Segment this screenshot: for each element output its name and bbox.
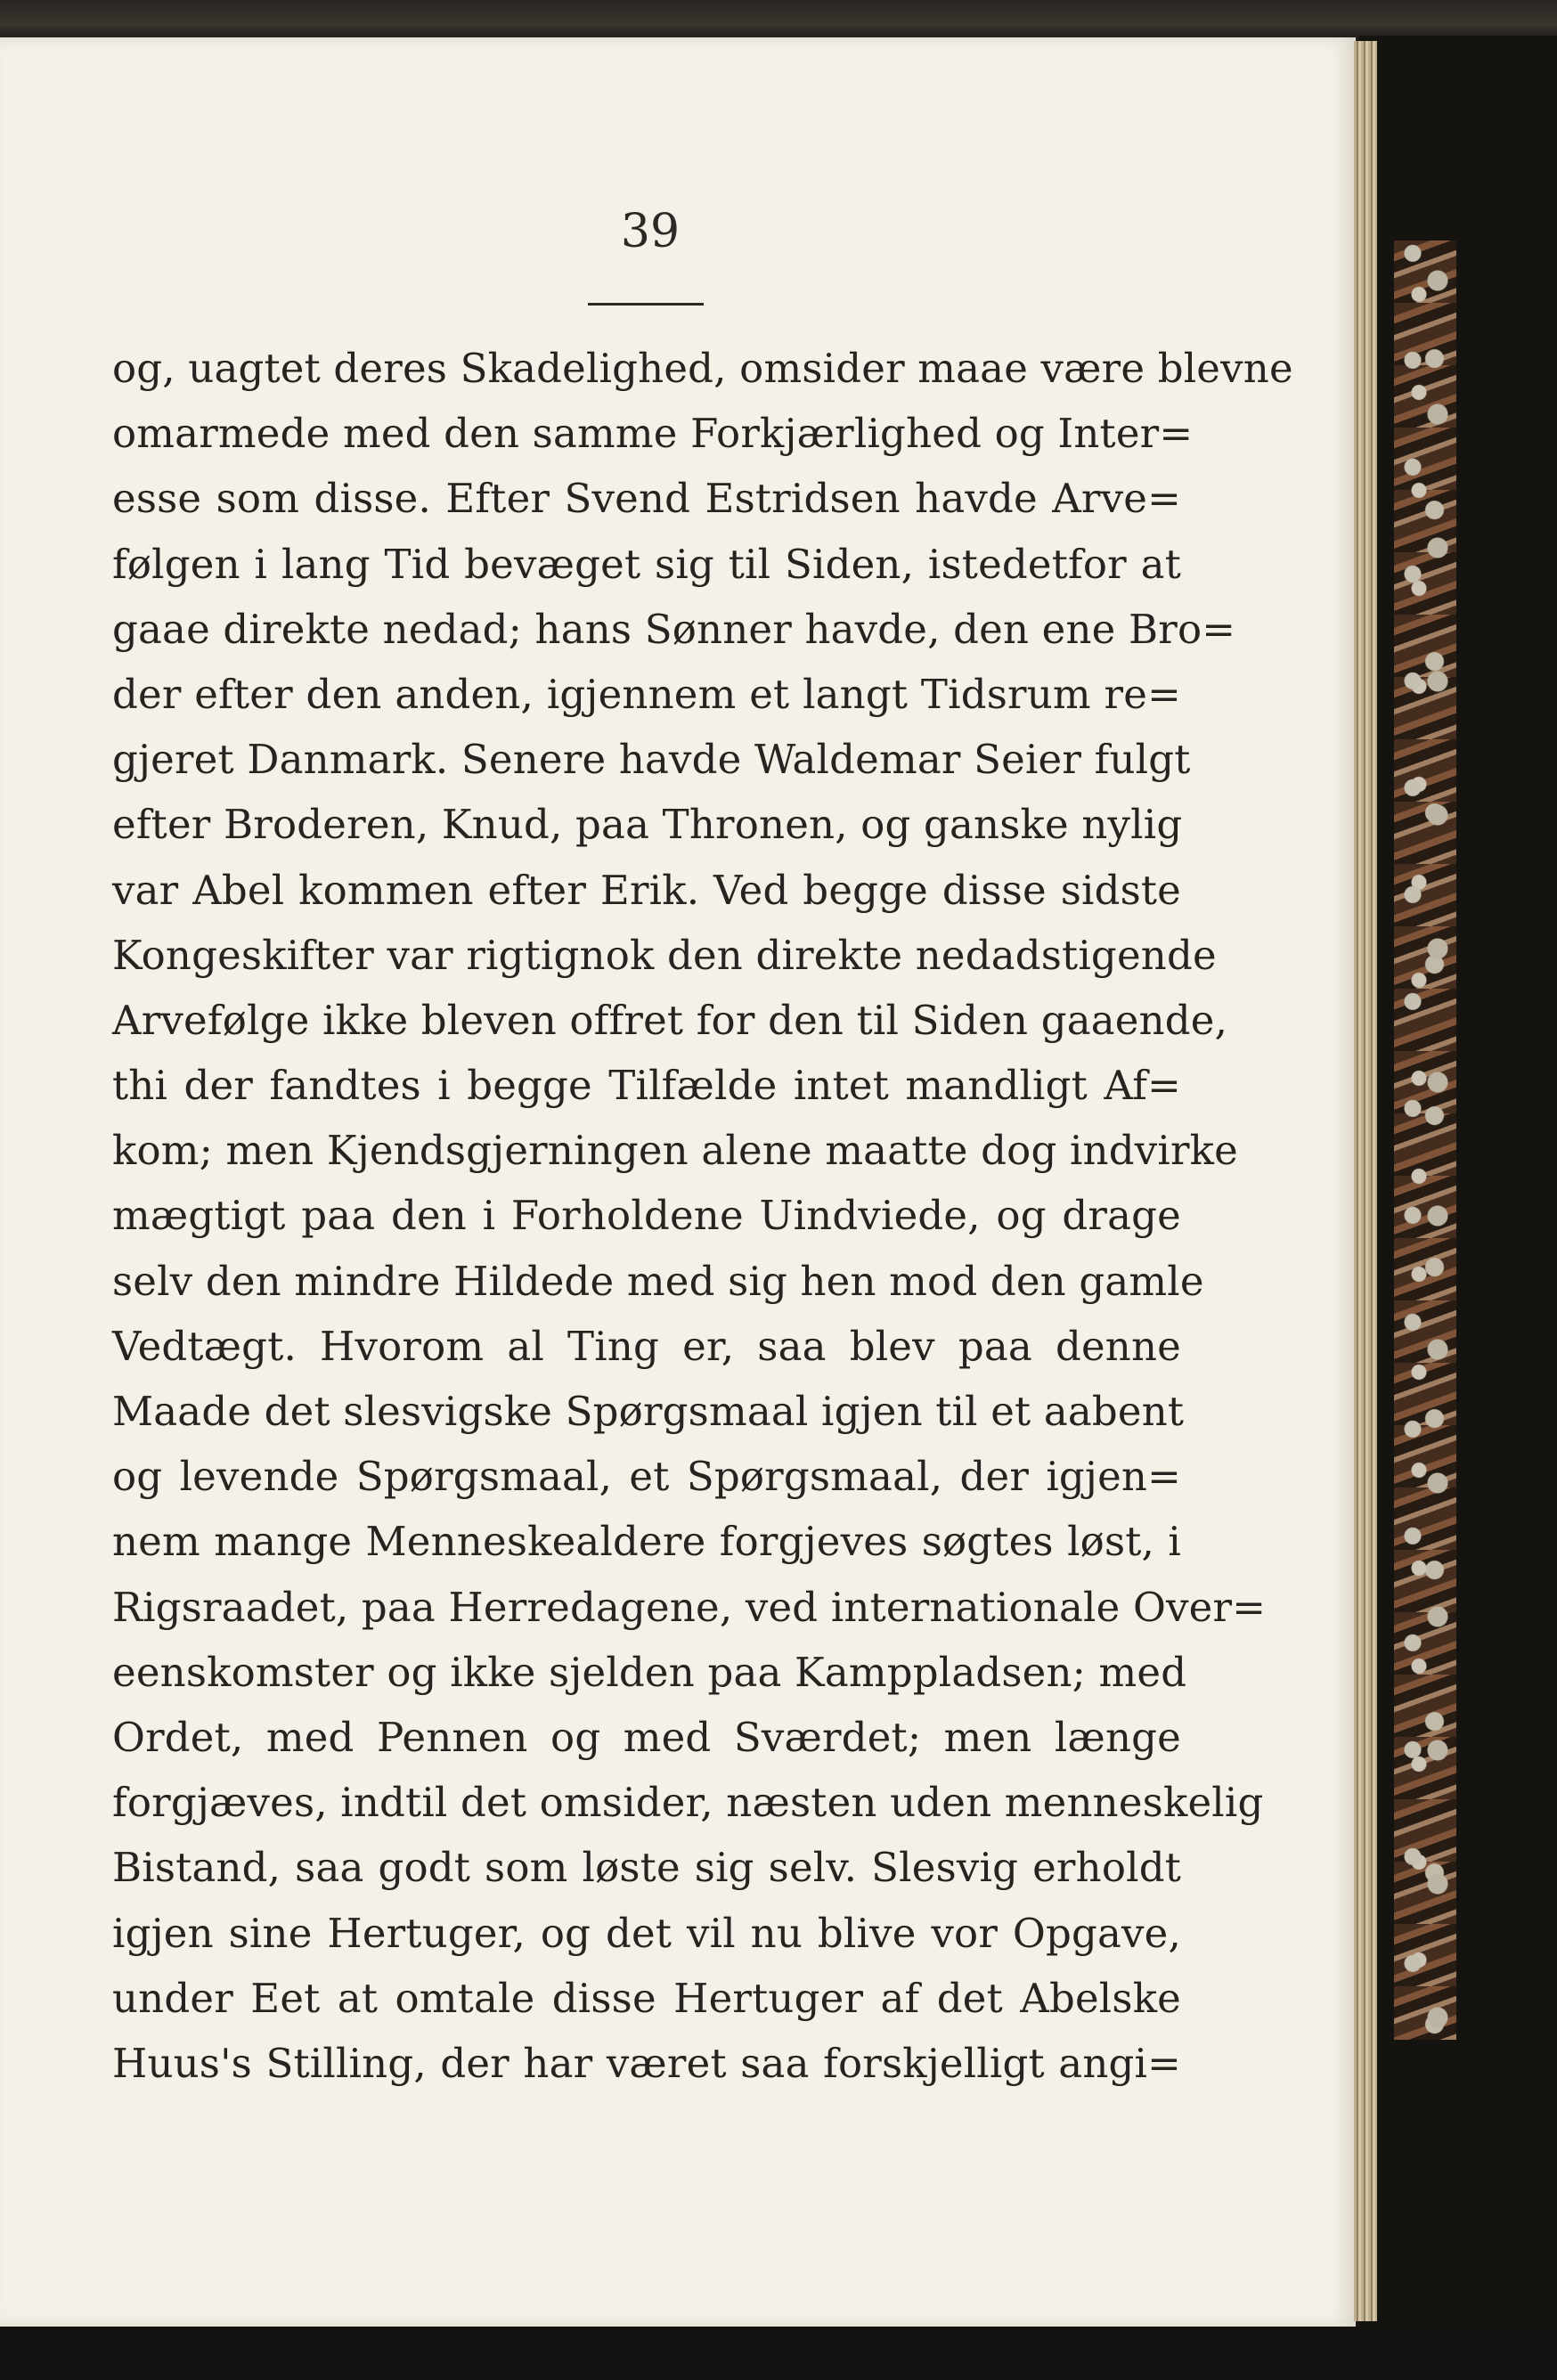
scan-top-border	[0, 0, 1557, 41]
page-block-edge	[1354, 41, 1377, 2321]
text-line: Ordet, med Pennen og med Sværdet; men længe	[112, 1713, 1181, 1761]
text-line: thi der fandtes i begge Tilfælde intet mandligt Af=	[112, 1062, 1181, 1110]
text-line: Vedtægt. Hvorom al Ting er, saa blev paa denne	[112, 1322, 1181, 1370]
text-line: efter Broderen, Knud, paa Thronen, og ganske nylig	[112, 801, 1183, 849]
text-line: gjeret Danmark. Senere havde Waldemar Seier fulgt	[112, 736, 1191, 784]
text-line: var Abel kommen efter Erik. Ved begge disse sidste	[112, 866, 1181, 914]
text-line: Bistand, saa godt som løste sig selv. Slesvig erholdt	[112, 1844, 1181, 1892]
page-number-rule	[588, 303, 704, 306]
text-line: Rigsraadet, paa Herredagene, ved internationale Over=	[112, 1583, 1267, 1631]
text-line: Maade det slesvigske Spørgsmaal igjen til et aabent	[112, 1388, 1185, 1435]
text-line: igjen sine Hertuger, og det vil nu blive vor Opgave,	[112, 1909, 1181, 1957]
text-line: mægtigt paa den i Forholdene Uindviede, og drage	[112, 1192, 1181, 1240]
text-line: kom; men Kjendsgjerningen alene maatte dog indvirke	[112, 1127, 1238, 1175]
scan-bottom-border	[0, 2327, 1557, 2380]
text-line: selv den mindre Hildede med sig hen mod den gamle	[112, 1257, 1204, 1305]
text-line: nem mange Menneskealdere forgjeves søgtes løst, i	[112, 1518, 1181, 1566]
text-line: eenskomster og ikke sjelden paa Kamppladsen; med	[112, 1648, 1187, 1696]
text-line: omarmede med den samme Forkjærlighed og Inter=	[112, 410, 1194, 458]
text-line: esse som disse. Efter Svend Estridsen havde Arve=	[112, 475, 1181, 523]
text-line: Kongeskifter var rigtignok den direkte nedadstigende	[112, 931, 1217, 979]
text-line: følgen i lang Tid bevæget sig til Siden, istedetfor at	[112, 540, 1181, 588]
book-page	[0, 37, 1356, 2327]
page-number: 39	[620, 205, 681, 258]
book-cover-edge	[1358, 36, 1557, 2380]
text-line: forgjæves, indtil det omsider, næsten uden menneskelig	[112, 1779, 1264, 1827]
text-line: og, uagtet deres Skadelighed, omsider maae være blevne	[112, 345, 1293, 392]
text-line: Arvefølge ikke bleven offret for den til Siden gaaende,	[112, 996, 1228, 1044]
text-line: gaae direkte nedad; hans Sønner havde, den ene Bro=	[112, 605, 1236, 653]
text-line: og levende Spørgsmaal, et Spørgsmaal, der igjen=	[112, 1453, 1181, 1501]
body-text	[112, 336, 1293, 2096]
text-line: der efter den anden, igjennem et langt Tidsrum re=	[112, 670, 1181, 718]
text-line: Huus's Stilling, der har været saa forskjelligt angi=	[112, 2039, 1181, 2087]
marbled-endpaper	[1394, 240, 1456, 2040]
text-line: under Eet at omtale disse Hertuger af det Abelske	[112, 1974, 1181, 2022]
